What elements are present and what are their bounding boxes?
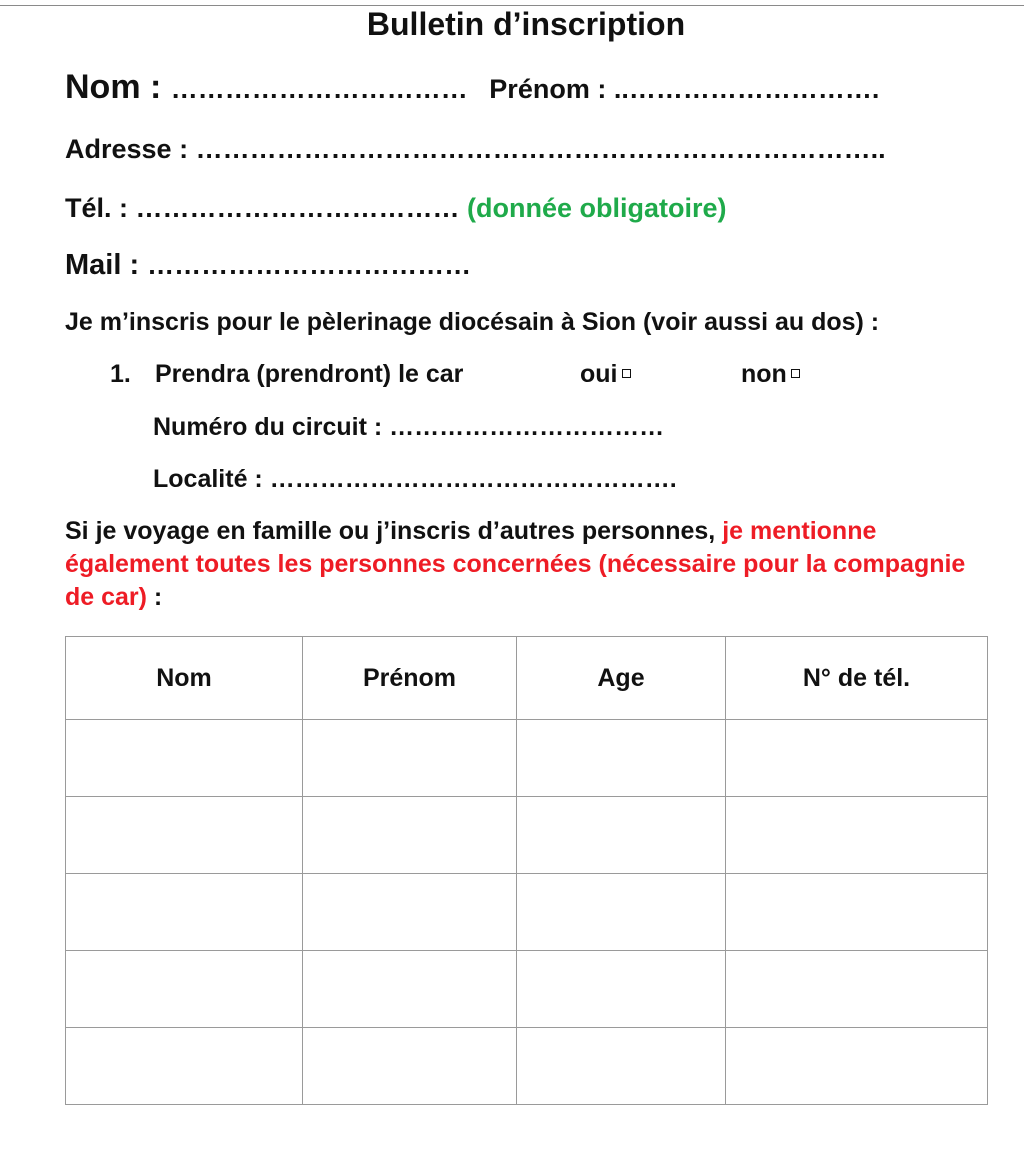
column-header-nom: Nom <box>66 637 303 720</box>
bus-item-label: Prendra (prendront) le car <box>155 360 464 388</box>
participant-row <box>66 720 988 797</box>
tel-label: Tél. : <box>65 193 136 223</box>
participant-row <box>66 874 988 951</box>
mail-row <box>65 248 471 282</box>
participant-row <box>66 1028 988 1105</box>
participant-prenom-cell[interactable] <box>303 1028 517 1105</box>
bus-item-number: 1. <box>110 360 131 388</box>
participant-nom-cell[interactable] <box>66 874 303 951</box>
nom-label: Nom : <box>65 68 171 106</box>
circuit-row <box>153 411 664 443</box>
participant-prenom-cell[interactable] <box>303 951 517 1028</box>
nom-field-dots[interactable]: …………………………… <box>170 74 468 104</box>
address-row <box>65 132 886 166</box>
participant-nom-cell[interactable] <box>66 1028 303 1105</box>
mail-field-dots[interactable]: ……………………………… <box>147 250 472 280</box>
phone-row <box>65 191 727 225</box>
bus-yes-label: oui <box>580 360 618 388</box>
participant-nom-cell[interactable] <box>66 720 303 797</box>
mail-label: Mail : <box>65 249 148 281</box>
form-title: Bulletin d’inscription <box>366 6 686 42</box>
registration-intro: Je m’inscris pour le pèlerinage diocésain à Sion (voir aussi au dos) : <box>65 308 880 336</box>
participants-table-header <box>66 637 988 720</box>
participant-prenom-cell[interactable] <box>303 874 517 951</box>
bus-yes-checkbox[interactable] <box>622 369 631 378</box>
tel-field-dots[interactable]: ……………………………… <box>135 193 468 223</box>
participant-row <box>66 797 988 874</box>
participants-table-body <box>66 720 988 1105</box>
locality-row <box>153 463 677 495</box>
bus-no-label: non <box>741 360 787 388</box>
adresse-label: Adresse : <box>65 134 196 164</box>
circuit-field-dots[interactable]: …………………………… <box>389 413 665 441</box>
participant-prenom-cell[interactable] <box>303 797 517 874</box>
participant-age-cell[interactable] <box>517 1028 726 1105</box>
bus-no-option[interactable] <box>741 358 800 390</box>
circuit-label: Numéro du circuit : <box>153 413 390 441</box>
participant-telephone-cell[interactable] <box>726 797 988 874</box>
column-header-age: Age <box>517 637 726 720</box>
column-header-telephone: N° de tél. <box>726 637 988 720</box>
bus-no-checkbox[interactable] <box>791 369 800 378</box>
locality-label: Localité : <box>153 465 270 493</box>
participant-telephone-cell[interactable] <box>726 951 988 1028</box>
participant-age-cell[interactable] <box>517 951 726 1028</box>
participant-telephone-cell[interactable] <box>726 720 988 797</box>
participant-row <box>66 951 988 1028</box>
prenom-label: Prénom : <box>489 74 614 104</box>
participant-telephone-cell[interactable] <box>726 874 988 951</box>
participant-nom-cell[interactable] <box>66 797 303 874</box>
participant-prenom-cell[interactable] <box>303 720 517 797</box>
family-note <box>65 515 985 614</box>
participants-table <box>65 636 988 1105</box>
family-note-end: : <box>146 583 163 611</box>
participant-telephone-cell[interactable] <box>726 1028 988 1105</box>
prenom-field-dots[interactable]: ..………………………. <box>613 74 880 104</box>
locality-field-dots[interactable]: …………………………………………. <box>269 465 677 493</box>
participant-age-cell[interactable] <box>517 797 726 874</box>
column-header-prenom: Prénom <box>303 637 517 720</box>
tel-required-note: (donnée obligatoire) <box>467 193 727 223</box>
participant-age-cell[interactable] <box>517 874 726 951</box>
adresse-field-dots[interactable]: ………………………………………………………………….. <box>195 134 886 164</box>
participant-age-cell[interactable] <box>517 720 726 797</box>
participant-nom-cell[interactable] <box>66 951 303 1028</box>
name-row <box>65 70 879 106</box>
family-note-required: je mentionne également toutes les personnes concernées (nécessaire pour la compagnie de car) <box>65 517 966 611</box>
family-note-intro: Si je voyage en famille ou j’inscris d’autres personnes, <box>65 517 723 545</box>
bus-yes-option[interactable] <box>580 358 631 390</box>
